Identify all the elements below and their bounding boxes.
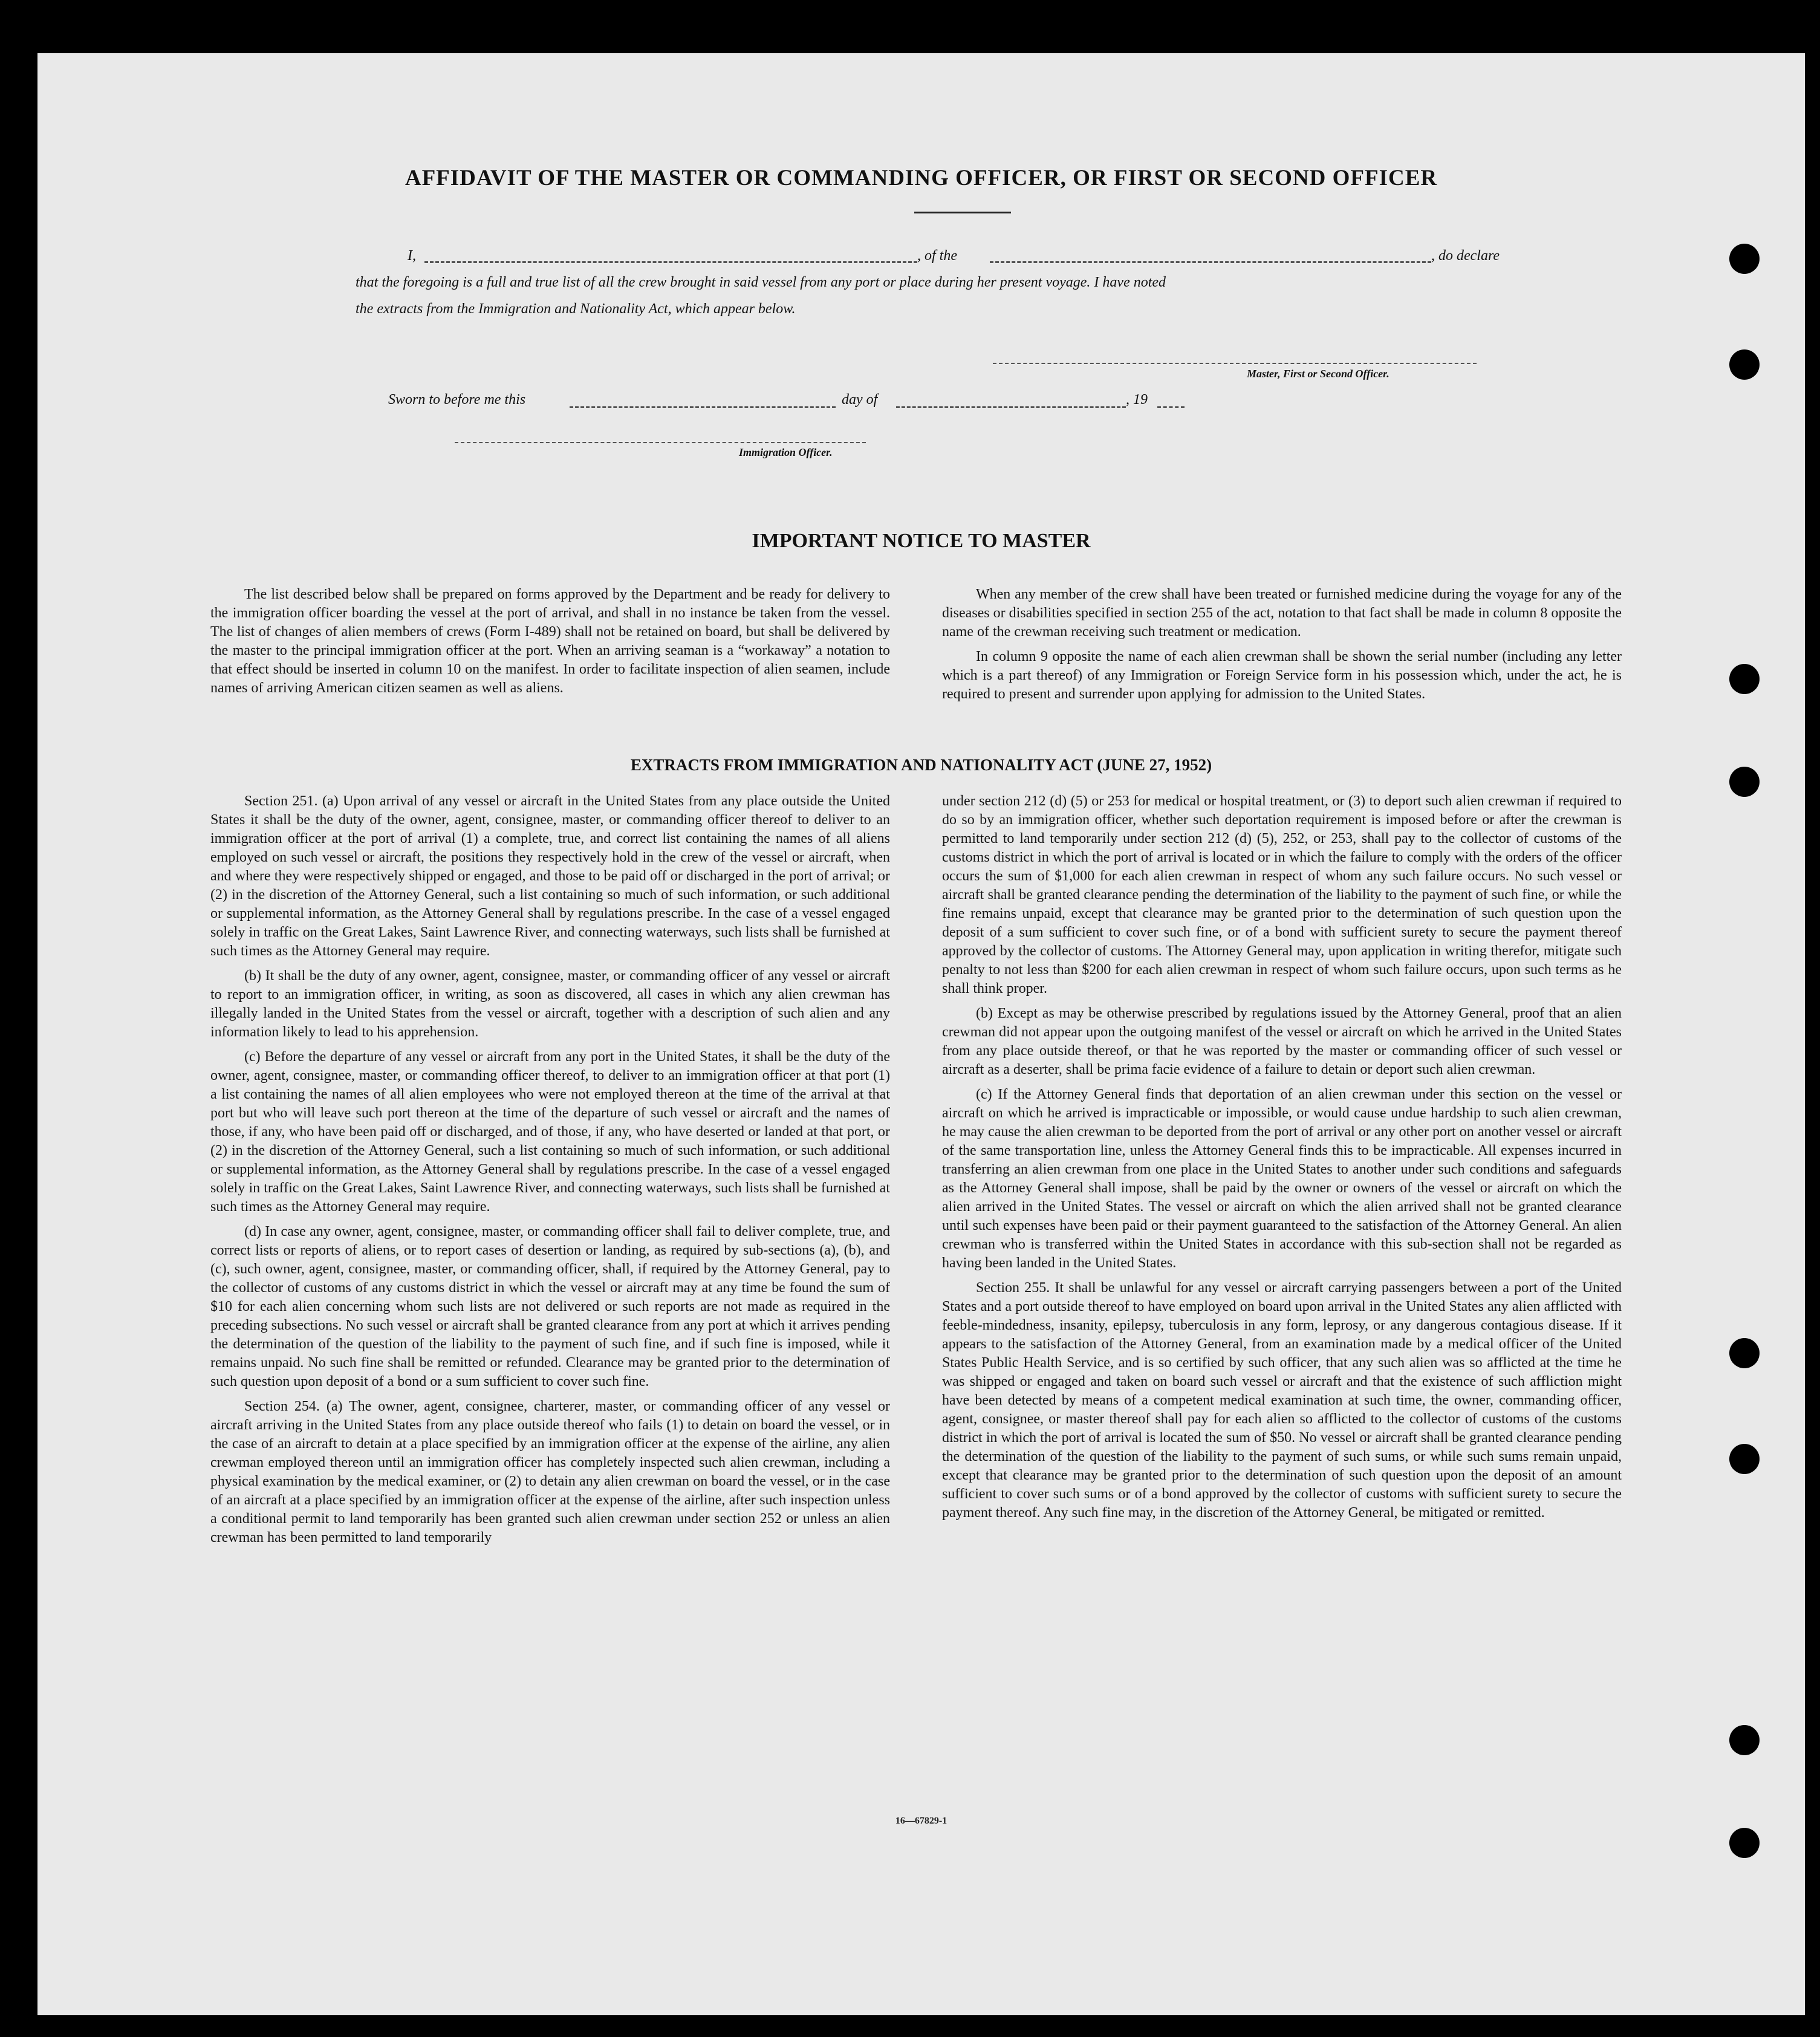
sworn-month-line[interactable] (896, 406, 1126, 408)
binder-hole (1729, 1828, 1760, 1858)
title-underline (914, 212, 1011, 213)
section-254-c: (c) If the Attorney General finds that deportation of an alien crewman under this section on the vessel or aircraft on which he arrived is impracticable or impossible, or would cause undue hardship to such alien crewman, he may cause the alien crewman to be deported from the port of arrival or any other port on another vessel or aircraft of the same transportation line, unless the Attorney General finds this to be impracticable. All expenses incurred in transferring an alien crewman from one place in the United States to another under such conditions and safeguards as the Attorney General shall impose, shall be paid by the owner or owners of the vessel or aircraft on which the alien arrived in the United States. The vessel or aircraft on which the alien arrived shall not be granted clearance until such expenses have been paid or their payment guaranteed to the satisfaction of the Attorney General. An alien crewman who is transferred within the United States in accordance with this sub-section shall not be regarded as having been landed in the United States. (942, 1087, 1622, 1271)
notice-right-column (942, 585, 1622, 710)
notice-left-text: The list described below shall be prepared on forms approved by the Department and be ready for delivery to the immigration officer boarding the vessel at the port of arrival, and shall in no instance be taken from the vessel. The list of changes of alien members of crews (Form I-489) shall not be retained on board, but shall be delivered by the master to the principal immigration officer at the port. When an arriving seaman is a “workaway” a notation to that effect should be inserted in column 10 on the manifest. In order to facilitate inspection of alien seamen, include names of arriving American citizen seamen as well as aliens. (210, 586, 890, 696)
immigration-officer-caption: Immigration Officer. (739, 446, 833, 458)
notice-right-para-1: When any member of the crew shall have been treated or furnished medicine during the voyage for any of the diseases or disabilities specified in section 255 of the act, notation to that fact shall be made in column 8 opposite the name of the crewman receiving such treatment or medication. (942, 586, 1622, 640)
declaration-line-2: the extracts from the Immigration and Nationality Act, which appear below. (356, 301, 796, 317)
affidavit-title: AFFIDAVIT OF THE MASTER OR COMMANDING OFFICER, OR FIRST OR SECOND OFFICER (405, 166, 1438, 190)
section-251-a: Section 251. (a) Upon arrival of any vessel or aircraft in the United States from any place outside the United States it shall be the duty of the owner, agent, consignee, master, or commanding officer thereof to deliver to an immigration officer at the port of arrival (1) a complete, true, and correct list containing the names of all aliens employed on such vessel or aircraft, the positions they respectively hold in the crew of the vessel or aircraft, when and where they were respectively shipped or engaged, and those to be paid off or discharged in the port of arrival; or (2) in the discretion of the Attorney General, such a list containing so much of such information, or such additional or supplemental information, as the Attorney General shall by regulations prescribe. In the case of a vessel engaged solely in traffic on the Great Lakes, Saint Lawrence River, and connecting waterways, such lists shall be furnished at such times as the Attorney General may require. (210, 793, 890, 959)
do-declare-label: , do declare (1431, 248, 1500, 264)
declaration-line-1: that the foregoing is a full and true list of all the crew brought in said vessel from any port or place during her present voyage. I have noted (356, 275, 1166, 290)
sworn-label: Sworn to before me this (388, 392, 526, 408)
notice-title: IMPORTANT NOTICE TO MASTER (752, 530, 1091, 552)
binder-hole (1729, 244, 1760, 274)
immigration-officer-line[interactable] (455, 442, 866, 443)
section-254-a: Section 254. (a) The owner, agent, consignee, charterer, master, or commanding officer of any vessel or aircraft arriving in the United States from any place outside thereof who fails (1) to detain on board the vessel, or in the case of an aircraft to detain at a place specified by an immigration officer at the expense of the airline, any alien crewman employed thereon until an immigration officer has completely inspected such alien crewman, including a physical examination by the medical examiner, or (2) to detain any alien crewman on board the vessel, or in the case of an aircraft at a place specified by an immigration officer at the expense of the airline, after such inspection unless a conditional permit to land temporarily has been granted such alien crewman under section 252 or unless an alien crewman has been permitted to land temporarily (210, 1399, 890, 1545)
vessel-field-line[interactable] (990, 261, 1431, 263)
sworn-year-line[interactable] (1157, 406, 1185, 408)
master-signature-line[interactable] (993, 363, 1477, 364)
binder-hole (1729, 1725, 1760, 1755)
section-251-b: (b) It shall be the duty of any owner, agent, consignee, master, or commanding officer of any vessel or aircraft to report to an immigration officer, in writing, as soon as discovered, all cases in which any alien crewman has illegally landed in the United States from the vessel or aircraft, together with a description of such alien and any information likely to lead to his apprehension. (210, 968, 890, 1040)
section-255: Section 255. It shall be unlawful for any vessel or aircraft carrying passengers between a port of the United States and a port outside thereof to have employed on board upon arrival in the United States any alien afflicted with feeble-mindedness, insanity, epilepsy, tuberculosis in any form, leprosy, or any dangerous contagious disease. If it appears to the satisfaction of the Attorney General, from an examination made by a medical officer of the United States Public Health Service, and is so certified by such officer, that any such alien was so afflicted at the time he was shipped or engaged and taken on board such vessel or aircraft and that the existence of such affliction might have been detected by means of a competent medical examination at such time, the owner, commanding officer, agent, consignee, or master thereof shall pay for each alien so afflicted to the collector of customs of the customs district in which the port of arrival is located the sum of $50. No vessel or aircraft shall be granted clearance pending the determination of the question of the liability to the payment of such sums, or while such sums remain unpaid, except that clearance may be granted prior to the determination of such question upon the deposit of an amount sufficient to cover such sums or of a bond approved by the collector of customs with sufficient surety to secure the payment thereof. Any such fine may, in the discretion of the Attorney General, be mitigated or remitted. (942, 1280, 1622, 1521)
binder-hole (1729, 349, 1760, 380)
master-signature-caption: Master, First or Second Officer. (1247, 368, 1389, 380)
day-of-label: day of (842, 392, 878, 408)
section-254-b: (b) Except as may be otherwise prescribed by regulations issued by the Attorney General, proof that an alien crewman did not appear upon the outgoing manifest of the vessel or aircraft on which he arrived in the United States from any place outside thereof, or that he was reported by the master or commanding officer of such vessel or aircraft as a deserter, shall be prima facie evidence of a failure to detain or deport such alien crewman. (942, 1006, 1622, 1077)
section-254-a-continued: under section 212 (d) (5) or 253 for medical or hospital treatment, or (3) to deport such alien crewman if required to do so by an immigration officer, whether such deportation requirement is imposed before or after the crewman is permitted to land temporarily under section 212 (d) (5), 252, or 253, shall pay to the collector of customs of the customs district in which the port of arrival is located or in which the failure to comply with the orders of the officer occurs the sum of $1,000 for each alien crewman in respect of whom any such failure occurs. No such vessel or aircraft shall be granted clearance pending the determination of the liability to the payment of such fine, or while the fine remains unpaid, except that clearance may be granted prior to the determination of such question upon the deposit of a sum sufficient to cover such fine, or of a bond with sufficient surety to secure the payment thereof approved by the collector of customs. The Attorney General may, upon application in writing therefor, mitigate such penalty to not less than $200 for each alien crewman in respect of whom such failure occurs, upon such terms as he shall think proper. (942, 793, 1622, 996)
notice-left-column (210, 585, 890, 704)
binder-hole (1729, 1338, 1760, 1368)
i-label: I, (408, 248, 416, 264)
binder-hole (1729, 1444, 1760, 1474)
notice-right-para-2: In column 9 opposite the name of each alien crewman shall be shown the serial number (including any letter which is a part thereof) of any Immigration or Foreign Service form in his possession which, under the act, he is required to present and surrender upon applying for admission to the United States. (942, 649, 1622, 702)
binder-hole (1729, 664, 1760, 694)
name-field-line[interactable] (424, 261, 917, 263)
section-251-c: (c) Before the departure of any vessel or aircraft from any port in the United States, it shall be the duty of the owner, agent, consignee, master, or commanding officer thereof, to deliver to an immigration officer at that port (1) a list containing the names of all alien employees who were not employed thereon at the time of the arrival at that port but who will leave such port thereon at the time of the departure of such vessel or aircraft and the names of those, if any, who have been paid off or discharged, and of those, if any, who have deserted or landed at that port, or (2) in the discretion of the Attorney General, such a list containing so much of such information, or such additional or supplemental information, as the Attorney General shall by regulations prescribe. In the case of a vessel engaged solely in traffic on the Great Lakes, Saint Lawrence River, and connecting waterways, such lists shall be furnished at such times as the Attorney General may require. (210, 1049, 890, 1215)
year-prefix: , 19 (1126, 392, 1148, 408)
section-251-d: (d) In case any owner, agent, consignee, master, or commanding officer shall fail to deliver complete, true, and correct lists or reports of aliens, or to report cases of desertion or landing, as required by sub-sections (a), (b), and (c), such owner, agent, consignee, master, or commanding officer, shall, if required by the Attorney General, pay to the collector of customs of any customs district in which the vessel or aircraft may at any time be found the sum of $10 for each alien concerning whom such lists are not delivered or such reports are not made as required in the preceding subsections. No such vessel or aircraft shall be granted clearance from any port at which it arrives pending the determination of the question of the liability to the payment of such fine, and if such fine is imposed, while it remains unpaid. No such fine shall be remitted or refunded. Clearance may be granted prior to the determination of such question upon deposit of a bond or a sum sufficient to cover such fine. (210, 1224, 890, 1389)
extracts-right-column (942, 792, 1622, 1529)
form-number: 16—67829-1 (895, 1816, 947, 1826)
extracts-title: EXTRACTS FROM IMMIGRATION AND NATIONALITY ACT (JUNE 27, 1952) (630, 756, 1212, 774)
extracts-left-column (210, 792, 890, 1553)
sworn-day-line[interactable] (570, 406, 836, 408)
of-the-label: , of the (917, 248, 957, 264)
document-sheet (37, 53, 1805, 2015)
